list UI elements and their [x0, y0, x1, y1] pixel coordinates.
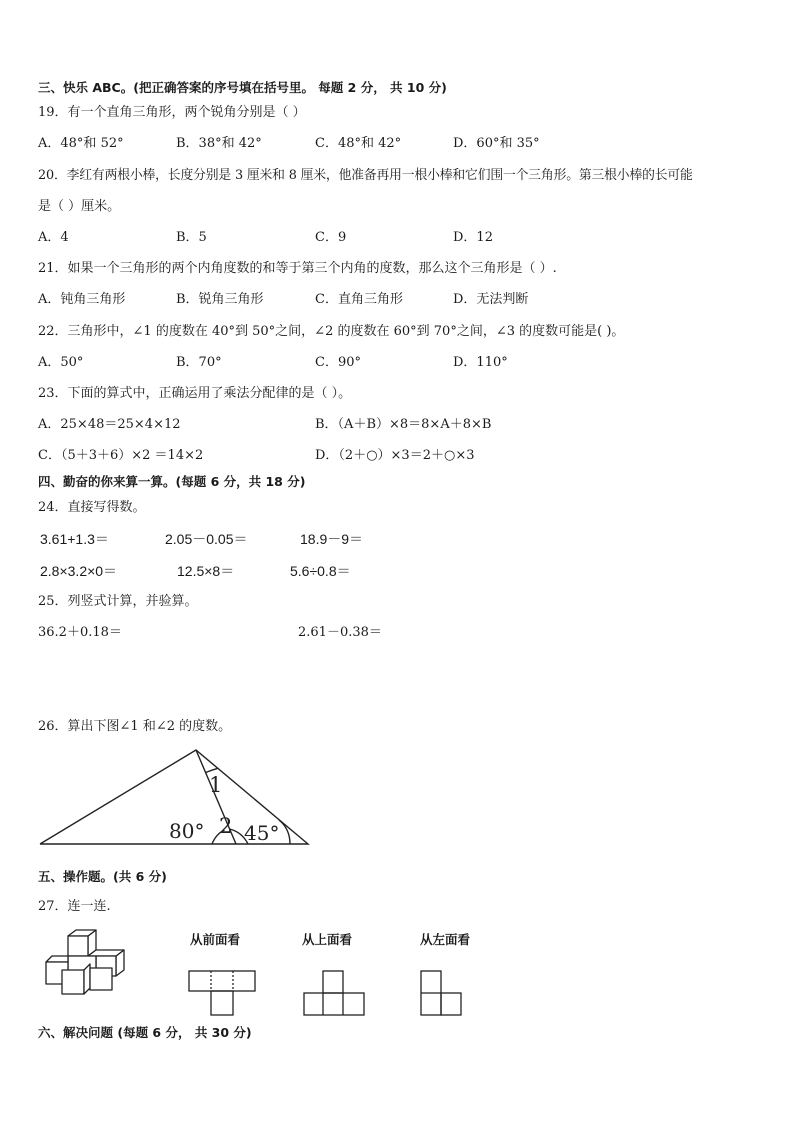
view-label-left: 从左面看	[420, 932, 471, 947]
question-21-stem: 21．如果一个三角形的两个内角度数的和等于第三个内角的度数，那么这个三角形是（ ）.	[38, 261, 557, 276]
question-20-stem-line1: 20．李红有两根小棒，长度分别是 3 厘米和 8 厘米，他准备再用一根小棒和它们围一个三角形。第三根小棒的长可能	[38, 168, 693, 183]
angle-2-label: 2	[219, 814, 233, 838]
q20-option-c: C．9	[315, 230, 347, 245]
angle-80-label: 80°	[169, 819, 205, 843]
cube-left-top	[46, 956, 68, 962]
q19-option-d: D．60°和 35°	[453, 136, 540, 151]
q22-option-d: D．110°	[453, 355, 508, 370]
left-view-figure	[420, 970, 466, 1018]
q21-option-a: A．钝角三角形	[38, 292, 126, 307]
q20-option-d: D．12	[453, 230, 493, 245]
q21-option-d: D．无法判断	[453, 292, 529, 307]
q24-calc-3: 18.9－9＝	[300, 531, 364, 547]
q24-calc-1: 3.61+1.3＝	[40, 531, 109, 547]
q23-option-a: A．25×48＝25×4×12	[38, 417, 181, 432]
question-22-stem: 22．三角形中，∠1 的度数在 40°到 50°之间，∠2 的度数在 60°到 70°之间，∠3 的度数可能是( )。	[38, 324, 625, 339]
q21-option-c: C．直角三角形	[315, 292, 403, 307]
question-19-stem: 19．有一个直角三角形，两个锐角分别是（ ）	[38, 105, 306, 120]
question-25-stem: 25．列竖式计算，并验算。	[38, 594, 198, 609]
q24-calc-2: 2.05－0.05＝	[165, 531, 248, 547]
question-23-stem: 23．下面的算式中，正确运用了乘法分配律的是（ ）。	[38, 386, 352, 401]
section-4-title: 四、勤奋的你来算一算。(每题 6 分，共 18 分)	[38, 474, 306, 489]
q23-option-b: B．（A＋B）×8＝8×A＋8×B	[315, 417, 492, 432]
view-label-front: 从前面看	[190, 932, 241, 947]
q22-option-a: A．50°	[38, 355, 84, 370]
q24-calc-5: 12.5×8＝	[177, 563, 235, 579]
q24-calc-6: 5.6÷0.8＝	[290, 563, 351, 579]
section-6-title: 六、解决问题 (每题 6 分， 共 30 分)	[38, 1025, 252, 1040]
q23-option-d: D．（2＋○）×3＝2＋○×3	[315, 448, 475, 463]
question-26-stem: 26．算出下图∠1 和∠2 的度数。	[38, 719, 232, 734]
q24-calc-4: 2.8×3.2×0＝	[40, 563, 118, 579]
triangle-figure	[36, 746, 316, 850]
section-5-title: 五、操作题。(共 6 分)	[38, 869, 167, 884]
angle-1-label: 1	[209, 773, 223, 797]
q19-option-b: B．38°和 42°	[176, 136, 262, 151]
q20-option-b: B．5	[176, 230, 207, 245]
front-view-figure	[188, 970, 258, 1018]
question-24-stem: 24．直接写得数。	[38, 500, 146, 515]
q22-option-c: C．90°	[315, 355, 361, 370]
cube-top-front	[68, 936, 88, 956]
question-20-stem-line2: 是（ ）厘米。	[38, 199, 121, 214]
cube-front-right-face	[90, 968, 112, 990]
q22-option-b: B．70°	[176, 355, 222, 370]
section-3-title: 三、快乐 ABC。(把正确答案的序号填在括号里。 每题 2 分， 共 10 分)	[38, 80, 447, 95]
q19-option-a: A．48°和 52°	[38, 136, 124, 151]
q20-option-a: A．4	[38, 230, 69, 245]
q21-option-b: B．锐角三角形	[176, 292, 264, 307]
q25-item-1: 36.2＋0.18＝	[38, 625, 122, 640]
cube-front-right	[84, 964, 90, 994]
angle-45-label: 45°	[244, 821, 280, 845]
question-27-stem: 27．连一连.	[38, 899, 111, 914]
q23-option-c: C．（5＋3＋6）×2 ＝14×2	[38, 448, 204, 463]
angle-1-arc	[206, 768, 218, 772]
q25-item-2: 2.61－0.38＝	[298, 625, 382, 640]
cube-stack-figure	[40, 926, 132, 998]
cube-front-middle	[62, 970, 84, 994]
view-label-top: 从上面看	[302, 932, 353, 947]
q19-option-c: C．48°和 42°	[315, 136, 402, 151]
top-view-figure	[303, 970, 369, 1018]
